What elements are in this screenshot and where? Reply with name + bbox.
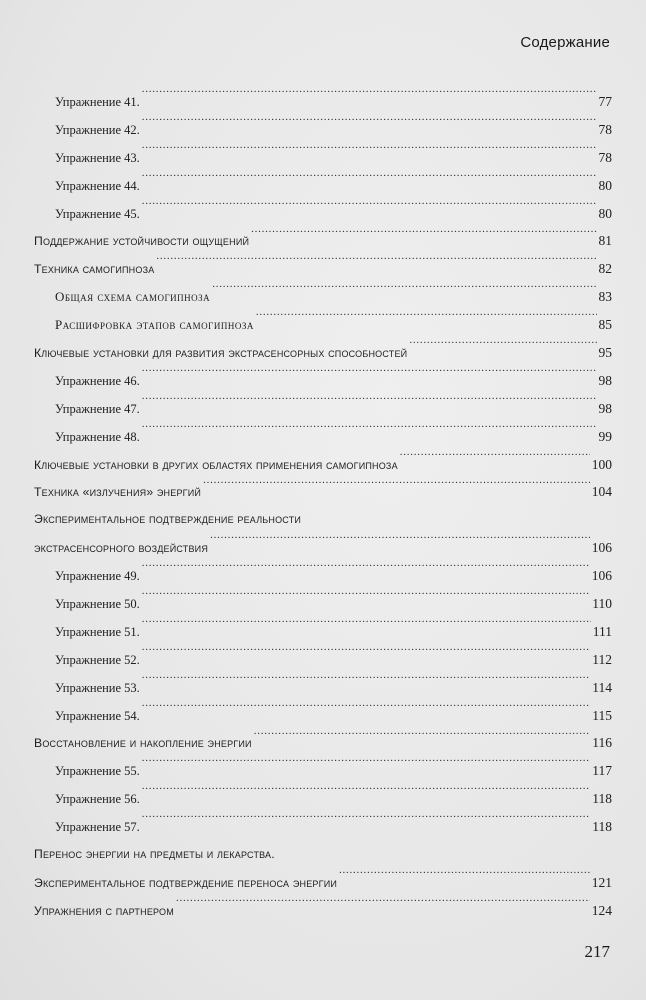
- page-number: 217: [584, 942, 610, 961]
- toc-entry-title: Ключевые установки для развития экстрасенсорных способностей: [34, 346, 408, 361]
- toc-entry-title: Ключевые установки в других областях применения самогипноза: [34, 457, 398, 472]
- dot-leader: [142, 592, 590, 608]
- toc-entry-title: Восстановление и накопление энергии: [34, 736, 252, 751]
- dot-leader: [251, 229, 596, 245]
- toc-entry-title: Упражнение 56.: [55, 792, 140, 807]
- toc-entry-title: Упражнение 52.: [55, 652, 140, 667]
- toc-entry-page: 106: [591, 568, 612, 584]
- dot-leader: [142, 787, 590, 803]
- toc-entry-title: Упражнение 55.: [55, 764, 140, 779]
- toc-entry-title: экстрасенсорного воздействия: [34, 541, 209, 556]
- toc-entry-title: Упражнение 54.: [55, 708, 140, 723]
- toc-entry-title: Упражнения с партнером: [34, 903, 174, 918]
- toc-entry-page: 85: [598, 317, 612, 333]
- toc-entry-title: Экспериментальное подтверждение реальности: [34, 512, 302, 527]
- toc-exercise-entry: [34, 423, 612, 451]
- toc-exercise-entry: [34, 702, 612, 730]
- toc-entry-title: Поддержание устойчивости ощущений: [34, 234, 250, 249]
- toc-entry-page: 104: [591, 484, 612, 500]
- toc-entry-page: 124: [591, 902, 612, 918]
- toc-entry-title: Упражнение 57.: [55, 820, 140, 835]
- toc-section-entry: [34, 451, 612, 479]
- toc-section-entry: [34, 534, 612, 562]
- dot-leader: [339, 871, 590, 887]
- toc-entry-page: 106: [591, 540, 612, 556]
- dot-leader: [142, 118, 597, 134]
- dot-leader: [142, 704, 590, 720]
- dot-leader: [142, 425, 597, 441]
- toc-section-entry: [34, 339, 612, 367]
- toc-subsection-entry: [34, 311, 612, 339]
- table-of-contents: [34, 88, 612, 925]
- toc-entry-page: 82: [598, 261, 612, 277]
- toc-section-entry: [34, 227, 612, 255]
- dot-leader: [156, 257, 596, 273]
- toc-entry-page: 95: [598, 345, 612, 361]
- toc-exercise-entry: [34, 395, 612, 423]
- dot-leader: [142, 146, 597, 162]
- toc-exercise-entry: [34, 590, 612, 618]
- dot-leader: [176, 899, 590, 915]
- toc-entry-page: 83: [598, 289, 612, 305]
- toc-entry-page: 111: [592, 623, 612, 639]
- toc-exercise-entry: [34, 757, 612, 785]
- toc-entry-title: Упражнение 50.: [55, 597, 140, 612]
- running-head-title: Содержание: [520, 34, 610, 51]
- dot-leader: [142, 397, 597, 413]
- dot-leader: [142, 620, 591, 636]
- toc-exercise-entry: [34, 813, 612, 841]
- toc-entry-title: Экспериментальное подтверждение переноса энергии: [34, 875, 338, 890]
- toc-section-entry: [34, 897, 612, 925]
- toc-entry-title: Упражнение 41.: [55, 95, 140, 109]
- toc-entry-title: Упражнение 42.: [55, 122, 140, 137]
- toc-entry-page: 117: [592, 763, 612, 779]
- toc-entry-page: 116: [592, 735, 612, 751]
- toc-entry-title: Расшифровка этапов самогипноза: [55, 317, 254, 333]
- toc-entry-page: 118: [592, 791, 612, 807]
- toc-section-entry: [34, 841, 612, 869]
- dot-leader: [142, 759, 590, 775]
- toc-entry-title: Перенос энергии на предметы и лекарства.: [34, 847, 275, 862]
- toc-exercise-entry: [34, 116, 612, 144]
- dot-leader: [142, 648, 590, 664]
- toc-entry-title: Упражнение 46.: [55, 373, 140, 388]
- toc-entry-title: Упражнение 43.: [55, 150, 140, 165]
- toc-entry-page: 81: [598, 233, 612, 249]
- dot-leader: [256, 313, 597, 329]
- dot-leader: [400, 453, 590, 469]
- toc-exercise-entry: [34, 562, 612, 590]
- toc-section-entry: [34, 729, 612, 757]
- toc-entry-title: Упражнение 47.: [55, 401, 140, 416]
- dot-leader: [142, 564, 590, 580]
- toc-subsection-entry: [34, 283, 612, 311]
- toc-exercise-entry: [34, 200, 612, 228]
- toc-entry-title: Упражнение 44.: [55, 178, 140, 193]
- toc-entry-page: 118: [592, 819, 612, 835]
- toc-entry-title: Техника самогипноза: [34, 262, 155, 277]
- toc-exercise-entry: [34, 88, 612, 116]
- toc-entry-page: 80: [598, 177, 612, 193]
- toc-entry-title: Упражнение 53.: [55, 680, 140, 695]
- toc-entry-page: 112: [592, 651, 612, 667]
- dot-leader: [142, 676, 590, 692]
- toc-section-entry: [34, 478, 612, 506]
- dot-leader: [210, 536, 590, 552]
- toc-section-entry: [34, 869, 612, 897]
- dot-leader: [142, 174, 597, 190]
- toc-section-entry: [34, 506, 612, 534]
- toc-entry-page: 121: [591, 874, 612, 890]
- toc-entry-page: 100: [591, 456, 612, 472]
- dot-leader: [203, 480, 590, 496]
- toc-entry-page: 98: [598, 400, 612, 416]
- toc-exercise-entry: [34, 646, 612, 674]
- toc-exercise-entry: [34, 785, 612, 813]
- toc-entry-page: 115: [592, 707, 612, 723]
- dot-leader: [142, 369, 597, 385]
- dot-leader: [409, 341, 596, 357]
- toc-exercise-entry: [34, 144, 612, 172]
- toc-entry-title: Упражнение 49.: [55, 569, 140, 584]
- toc-entry-page: 98: [598, 372, 612, 388]
- dot-leader: [142, 202, 597, 218]
- toc-entry-page: 110: [592, 596, 612, 612]
- toc-section-entry: [34, 255, 612, 283]
- toc-entry-page: 114: [592, 679, 612, 695]
- toc-entry-title: Техника «излучения» энергий: [34, 485, 202, 500]
- toc-exercise-entry: [34, 618, 612, 646]
- toc-entry-title: Упражнение 45.: [55, 206, 140, 221]
- toc-entry-page: 80: [598, 205, 612, 221]
- toc-entry-page: 77: [598, 94, 612, 109]
- toc-entry-page: 99: [598, 428, 612, 444]
- dot-leader: [303, 507, 610, 523]
- toc-entry-title: Общая схема самогипноза: [55, 289, 211, 305]
- toc-exercise-entry: [34, 367, 612, 395]
- dot-leader: [254, 731, 591, 747]
- dot-leader: [142, 90, 597, 106]
- dot-leader: [142, 815, 590, 831]
- toc-exercise-entry: [34, 674, 612, 702]
- dot-leader: [277, 842, 610, 858]
- toc-entry-page: 78: [598, 149, 612, 165]
- toc-entry-title: Упражнение 51.: [55, 624, 140, 639]
- toc-entry-title: Упражнение 48.: [55, 429, 140, 444]
- dot-leader: [212, 285, 596, 301]
- toc-entry-page: 78: [598, 121, 612, 137]
- toc-exercise-entry: [34, 172, 612, 200]
